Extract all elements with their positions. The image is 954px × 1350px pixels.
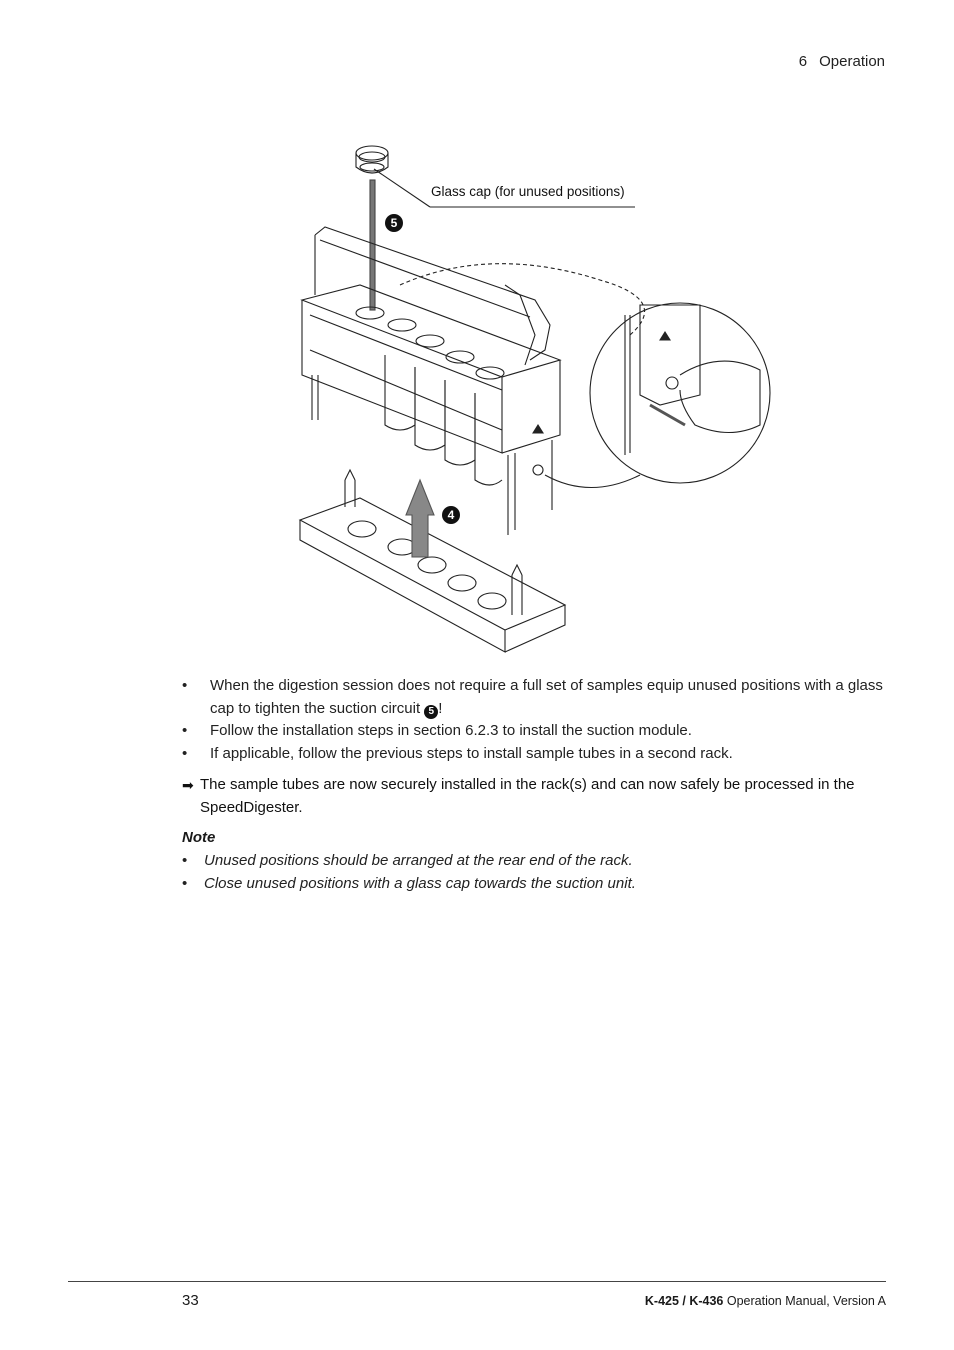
detail-zoom-circle: [545, 303, 770, 488]
instruction-list: [182, 675, 887, 765]
note-item: • Close unused positions with a glass cap towards the suction unit.: [182, 873, 887, 896]
note-item: • Unused positions should be arranged at the rear end of the rack.: [182, 850, 887, 873]
chapter-title: Operation: [819, 53, 885, 70]
footer-document-title: K-425 / K-436 Operation Manual, Version A: [644, 1294, 886, 1308]
bullet-icon: •: [182, 677, 188, 694]
step-marker-4: [442, 506, 460, 524]
base-plate-drawing: [300, 470, 565, 652]
note-heading: Note: [182, 829, 216, 846]
step-5-marker: 5: [424, 705, 438, 719]
list-item: • When the digestion session does not require a full set of samples equip unused positions with a glass cap to tighten the suction circuit 5 !: [182, 677, 883, 717]
bullet-icon: •: [182, 744, 188, 762]
note-list: [182, 850, 887, 895]
list-item: • Follow the installation steps in section 6.2.3 to install the suction module.: [182, 720, 887, 743]
rack-installation-illustration: [290, 135, 780, 665]
arrow-4: [406, 480, 434, 557]
step-marker-5: [385, 214, 403, 232]
glass-cap-callout: Glass cap (for unused positions): [431, 184, 625, 199]
running-header: [799, 53, 885, 70]
result-statement: ➡ The sample tubes are now securely installed in the rack(s) and can now safely be processed in the SpeedDigester.: [182, 776, 855, 816]
svg-text:5: 5: [390, 216, 398, 230]
bullet-icon: •: [182, 874, 188, 892]
chapter-number: 6: [798, 53, 808, 70]
page-number: 33: [182, 1292, 199, 1309]
list-item: • If applicable, follow the previous steps to install sample tubes in a second rack.: [182, 743, 887, 766]
bullet-icon: •: [182, 722, 188, 739]
footer-divider: [68, 1281, 886, 1282]
bullet-icon: •: [182, 852, 188, 869]
svg-text:4: 4: [447, 508, 455, 522]
result-arrow-icon: ➡: [182, 777, 194, 793]
